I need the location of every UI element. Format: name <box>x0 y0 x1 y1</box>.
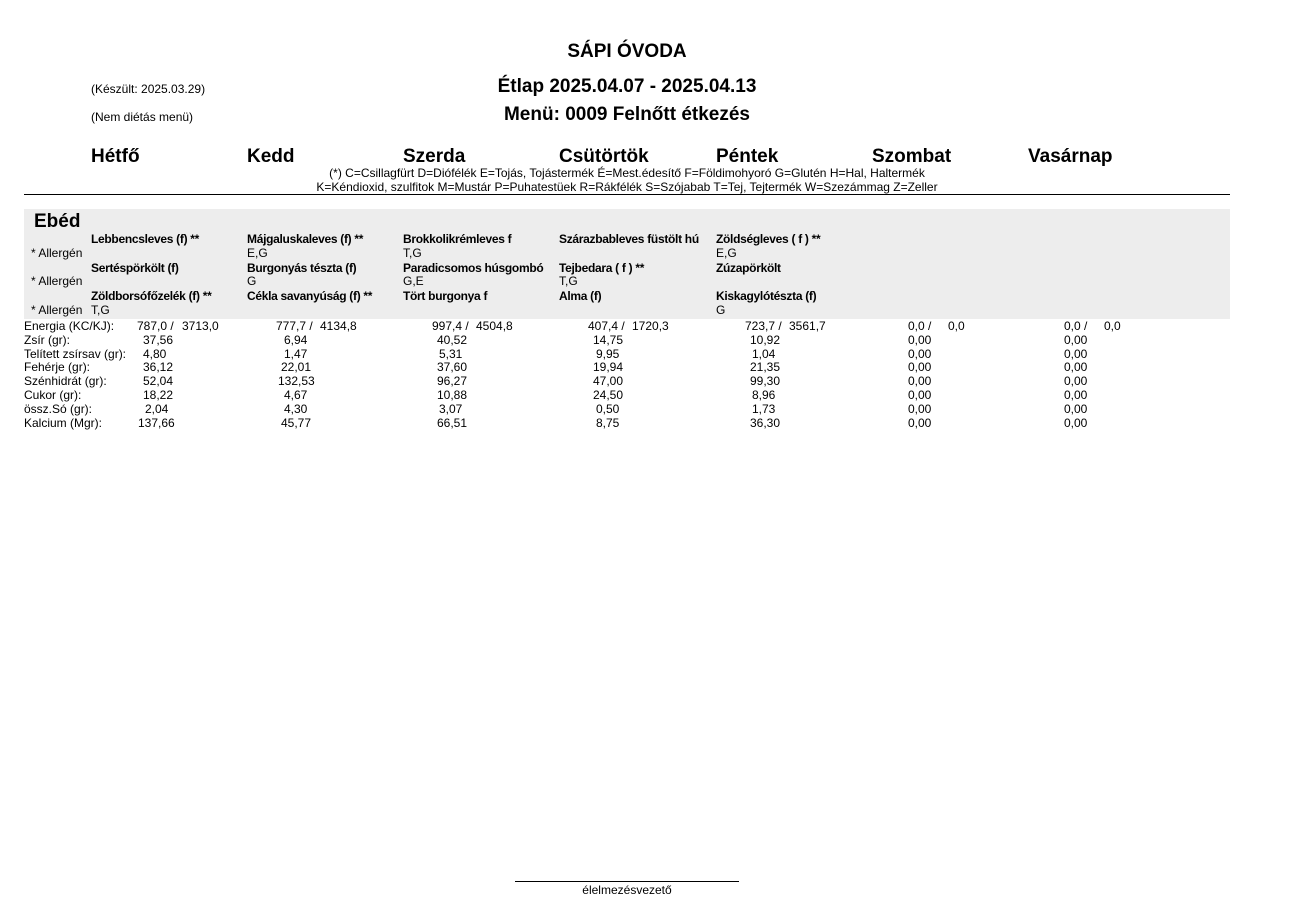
nutrient-value: 1,47 <box>284 347 308 361</box>
day-header-tuesday: Kedd <box>247 146 295 167</box>
nutrient-value: 52,04 <box>143 374 174 388</box>
dish-monday-1: Lebbencsleves (f) ** <box>91 232 200 246</box>
day-header-wednesday: Szerda <box>403 146 466 167</box>
allergen-thursday-2: T,G <box>559 274 578 288</box>
dish-wednesday-3: Tört burgonya f <box>403 289 488 303</box>
nutrient-value: 18,22 <box>143 388 174 402</box>
nutrient-value: 137,66 <box>138 416 175 430</box>
nutrient-value: 0,00 <box>1064 402 1088 416</box>
allergen-monday-3: T,G <box>91 303 110 317</box>
nutrient-value: 24,50 <box>593 388 624 402</box>
dish-wednesday-2: Paradicsomos húsgombó <box>403 261 544 275</box>
energy-kj-friday: 3561,7 <box>789 319 826 333</box>
dish-friday-2: Zúzapörkölt <box>716 261 781 275</box>
nutrient-value: 22,01 <box>281 360 312 374</box>
nutrient-label-salt: össz.Só (gr): <box>24 402 93 416</box>
nutrient-value: 6,94 <box>284 333 308 347</box>
allergen-wednesday-2: G,E <box>403 274 424 288</box>
dish-thursday-1: Szárazbableves füstölt hú <box>559 232 699 246</box>
nutrient-value: 9,95 <box>596 347 620 361</box>
nutrient-value: 2,04 <box>145 402 169 416</box>
nutrient-value: 0,00 <box>1064 360 1088 374</box>
nutrient-value: 1,73 <box>752 402 776 416</box>
nutrient-value: 0,00 <box>1064 416 1088 430</box>
header-divider <box>24 194 1230 195</box>
energy-kj-tuesday: 4134,8 <box>320 319 357 333</box>
dish-friday-1: Zöldségleves ( f ) ** <box>716 232 821 246</box>
energy-kj-saturday: 0,0 <box>948 319 965 333</box>
nutrient-value: 36,30 <box>750 416 781 430</box>
nutrient-value: 8,96 <box>752 388 776 402</box>
energy-kj-monday: 3713,0 <box>182 319 219 333</box>
nutrient-label-sugar: Cukor (gr): <box>24 388 82 402</box>
nutrient-value: 0,00 <box>1064 374 1088 388</box>
nutrient-value: 14,75 <box>593 333 624 347</box>
nutrient-value: 0,00 <box>1064 388 1088 402</box>
dish-monday-3: Zöldborsófőzelék (f) ** <box>91 289 212 303</box>
allergen-legend-line-2: K=Kéndioxid, szulfitok M=Mustár P=Puhatestüek R=Rákfélék S=Szójabab T=Tej, Tejtermék W=Szezámmag Z=Zeller <box>316 180 938 194</box>
energy-kc-monday: 787,0 / <box>137 319 174 333</box>
dish-thursday-3: Alma (f) <box>559 289 602 303</box>
nutrient-value: 0,00 <box>908 402 932 416</box>
energy-label: Energia (KC/KJ): <box>24 319 115 333</box>
nutrient-value: 10,88 <box>437 388 468 402</box>
dish-tuesday-1: Májgaluskaleves (f) ** <box>247 232 364 246</box>
energy-kj-sunday: 0,0 <box>1104 319 1121 333</box>
nutrient-value: 40,52 <box>437 333 468 347</box>
allergen-friday-3: G <box>716 303 726 317</box>
nutrient-value: 132,53 <box>278 374 315 388</box>
nutrient-value: 66,51 <box>437 416 468 430</box>
allergen-label: * Allergén <box>31 246 83 260</box>
nutrient-value: 45,77 <box>281 416 312 430</box>
dish-tuesday-2: Burgonyás tészta (f) <box>247 261 357 275</box>
nutrient-value: 0,00 <box>1064 347 1088 361</box>
allergen-wednesday-1: T,G <box>403 246 422 260</box>
day-header-thursday: Csütörtök <box>559 146 649 167</box>
dish-friday-3: Kiskagylótészta (f) <box>716 289 817 303</box>
allergen-label: * Allergén <box>31 274 83 288</box>
dish-monday-2: Sertéspörkölt (f) <box>91 261 179 275</box>
signature-line <box>515 881 739 882</box>
allergen-tuesday-1: E,G <box>247 246 268 260</box>
nutrient-value: 0,00 <box>908 333 932 347</box>
meal-title: Ebéd <box>34 211 81 232</box>
nutrient-label-fat: Zsír (gr): <box>24 333 70 347</box>
day-header-friday: Péntek <box>716 146 779 167</box>
nutrient-value: 4,80 <box>143 347 167 361</box>
nutrient-value: 0,00 <box>908 374 932 388</box>
diet-note: (Nem diétás menü) <box>91 110 194 124</box>
nutrient-value: 4,30 <box>284 402 308 416</box>
nutrient-value: 0,00 <box>908 360 932 374</box>
menu-date-range: Étlap 2025.04.07 - 2025.04.13 <box>497 76 757 97</box>
nutrient-value: 0,50 <box>596 402 620 416</box>
nutrient-value: 5,31 <box>439 347 463 361</box>
created-date: (Készült: 2025.03.29) <box>91 82 206 96</box>
allergen-label: * Allergén <box>31 303 83 317</box>
nutrient-value: 4,67 <box>284 388 308 402</box>
energy-kc-friday: 723,7 / <box>745 319 782 333</box>
nutrient-value: 19,94 <box>593 360 624 374</box>
nutrient-value: 47,00 <box>593 374 624 388</box>
day-header-saturday: Szombat <box>872 146 952 167</box>
signature-label: élelmezésvezető <box>582 883 672 897</box>
allergen-tuesday-2: G <box>247 274 257 288</box>
nutrient-label-saturated-fat: Telített zsírsav (gr): <box>24 347 127 361</box>
nutrient-value: 21,35 <box>750 360 781 374</box>
day-header-sunday: Vasárnap <box>1028 146 1113 167</box>
dish-tuesday-3: Cékla savanyúság (f) ** <box>247 289 373 303</box>
day-header-monday: Hétfő <box>91 146 140 167</box>
energy-kc-thursday: 407,4 / <box>588 319 625 333</box>
nutrient-value: 96,27 <box>437 374 468 388</box>
energy-kj-thursday: 1720,3 <box>632 319 669 333</box>
nutrient-value: 0,00 <box>908 347 932 361</box>
nutrient-value: 10,92 <box>750 333 781 347</box>
dish-wednesday-1: Brokkolikrémleves f <box>403 232 512 246</box>
nutrient-label-protein: Fehérje (gr): <box>24 360 91 374</box>
nutrient-value: 0,00 <box>908 388 932 402</box>
nutrient-value: 1,04 <box>752 347 776 361</box>
energy-kc-wednesday: 997,4 / <box>432 319 469 333</box>
nutrient-value: 0,00 <box>1064 333 1088 347</box>
nutrient-label-carbohydrate: Szénhidrát (gr): <box>24 374 107 388</box>
energy-kc-sunday: 0,0 / <box>1064 319 1088 333</box>
allergen-legend-line-1: (*) C=Csillagfürt D=Diófélék E=Tojás, Tojástermék É=Mest.édesítő F=Földimohyoró G=Glutén H=Hal, Haltermék <box>329 166 925 180</box>
nutrient-value: 36,12 <box>143 360 174 374</box>
energy-kj-wednesday: 4504,8 <box>476 319 513 333</box>
allergen-friday-1: E,G <box>716 246 737 260</box>
nutrient-value: 99,30 <box>750 374 781 388</box>
nutrient-value: 37,56 <box>143 333 174 347</box>
nutrient-label-calcium: Kalcium (Mgr): <box>24 416 103 430</box>
school-name: SÁPI ÓVODA <box>567 41 687 62</box>
nutrient-value: 3,07 <box>439 402 463 416</box>
dish-thursday-2: Tejbedara ( f ) ** <box>559 261 645 275</box>
menu-name: Menü: 0009 Felnőtt étkezés <box>503 104 751 125</box>
energy-kc-tuesday: 777,7 / <box>276 319 313 333</box>
energy-kc-saturday: 0,0 / <box>908 319 932 333</box>
nutrient-value: 0,00 <box>908 416 932 430</box>
nutrient-value: 8,75 <box>596 416 620 430</box>
nutrient-value: 37,60 <box>437 360 468 374</box>
